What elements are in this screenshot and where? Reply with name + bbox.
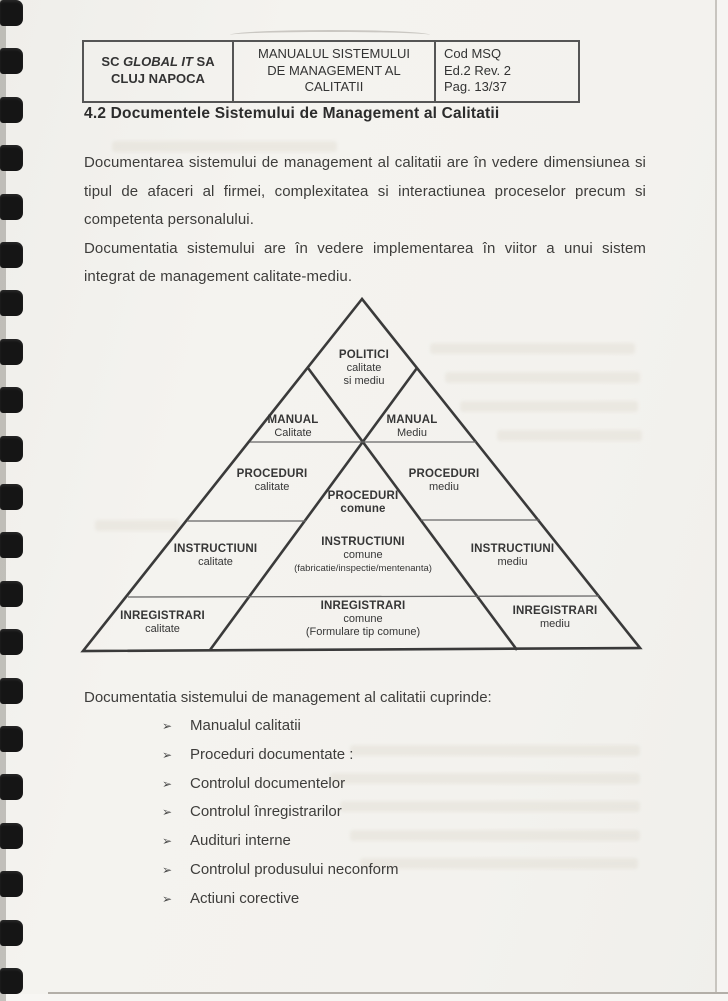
- header-cell-manual-title: MANUALUL SISTEMULUI DE MANAGEMENT AL CALITATII: [234, 42, 436, 101]
- binding-tooth: [0, 920, 23, 946]
- company-city: CLUJ NAPOCA: [111, 70, 205, 86]
- pyramid-cell-manual-calitate: MANUAL Calitate: [267, 414, 319, 439]
- arrow-bullet-icon: ➢: [162, 805, 173, 820]
- section-heading: 4.2 Documentele Sistemului de Management al Calitatii: [84, 105, 500, 122]
- list-item: ➢ Controlul produsului neconform: [84, 856, 646, 885]
- binding-tooth: [0, 678, 23, 704]
- doc-edition: Ed.2 Rev. 2: [444, 62, 511, 78]
- comb-binding: [0, 0, 28, 1001]
- binding-tooth: [0, 581, 23, 607]
- list-item: ➢ Actiuni corective: [84, 885, 646, 914]
- pyramid-cell-inregistrari-calitate: INREGISTRARI calitate: [120, 610, 205, 635]
- binding-tooth: [0, 436, 23, 462]
- binding-tooth: [0, 194, 23, 220]
- binding-tooth: [0, 532, 23, 558]
- binding-tooth: [0, 0, 23, 26]
- pyramid-cell-inregistrari-comune: INREGISTRARI comune (Formulare tip comune): [305, 600, 421, 638]
- pyramid-cell-proceduri-calitate: PROCEDURI calitate: [236, 468, 308, 493]
- pyramid-cell-proceduri-mediu: PROCEDURI mediu: [408, 468, 480, 493]
- arrow-bullet-icon: ➢: [162, 747, 173, 762]
- binding-tooth: [0, 242, 23, 268]
- pyramid-cell-manual-mediu: MANUAL Mediu: [386, 414, 438, 439]
- binding-tooth: [0, 145, 23, 171]
- list-item: ➢ Controlul documentelor: [84, 770, 646, 799]
- pyramid-cell-instructiuni-mediu: INSTRUCTIUNI mediu: [470, 543, 555, 568]
- binding-tooth: [0, 774, 23, 800]
- pyramid-cell-instructiuni-comune: INSTRUCTIUNI comune (fabricatie/inspectie/mentenanta): [294, 536, 432, 574]
- doc-code: Cod MSQ: [444, 46, 502, 61]
- pyramid-cell-politici: POLITICI calitate si mediu: [338, 349, 390, 387]
- list-item: ➢ Audituri interne: [84, 827, 646, 856]
- company-name: SC GLOBAL IT SA: [101, 54, 215, 70]
- arrow-bullet-icon: ➢: [162, 862, 173, 877]
- arrow-bullet-icon: ➢: [162, 834, 173, 849]
- arrow-bullet-icon: ➢: [162, 891, 173, 906]
- binding-tooth: [0, 629, 23, 655]
- binding-tooth: [0, 968, 23, 994]
- documents-list: [84, 712, 646, 914]
- list-item: ➢ Manualul calitatii: [84, 712, 646, 741]
- pyramid-cell-inregistrari-mediu: INREGISTRARI mediu: [512, 605, 598, 630]
- pyramid-cell-proceduri-comune: PROCEDURI comune: [327, 490, 399, 515]
- paragraph: Documentarea sistemului de management al calitatii are în vedere dimensiunea si tipul de afaceri al firmei, complexitatea si interactiunea proceselor precum si competenta personalului.: [84, 154, 646, 229]
- pyramid-cell-instructiuni-calitate: INSTRUCTIUNI calitate: [173, 543, 258, 568]
- list-item: ➢ Proceduri documentate :: [84, 741, 646, 770]
- binding-tooth: [0, 484, 23, 510]
- binding-tooth: [0, 726, 23, 752]
- arrow-bullet-icon: ➢: [162, 719, 173, 733]
- binding-tooth: [0, 871, 23, 897]
- binding-tooth: [0, 97, 23, 123]
- binding-tooth: [0, 387, 23, 413]
- doc-page-number: Pag. 13/37: [444, 79, 507, 94]
- list-item: ➢ Controlul înregistrarilor: [84, 798, 646, 827]
- pyramid-divider-inregistrari: [128, 596, 599, 597]
- paragraph: Documentatia sistemului are în vedere implementarea în viitor a unui sistem integrat de management calitate-mediu.: [84, 239, 646, 286]
- binding-tooth: [0, 823, 23, 849]
- binding-tooth: [0, 48, 23, 74]
- arrow-bullet-icon: ➢: [162, 776, 173, 791]
- binding-tooth: [0, 290, 23, 316]
- list-intro: Documentatia sistemului de management al calitatii cuprinde:: [84, 689, 492, 706]
- binding-tooth: [0, 339, 23, 365]
